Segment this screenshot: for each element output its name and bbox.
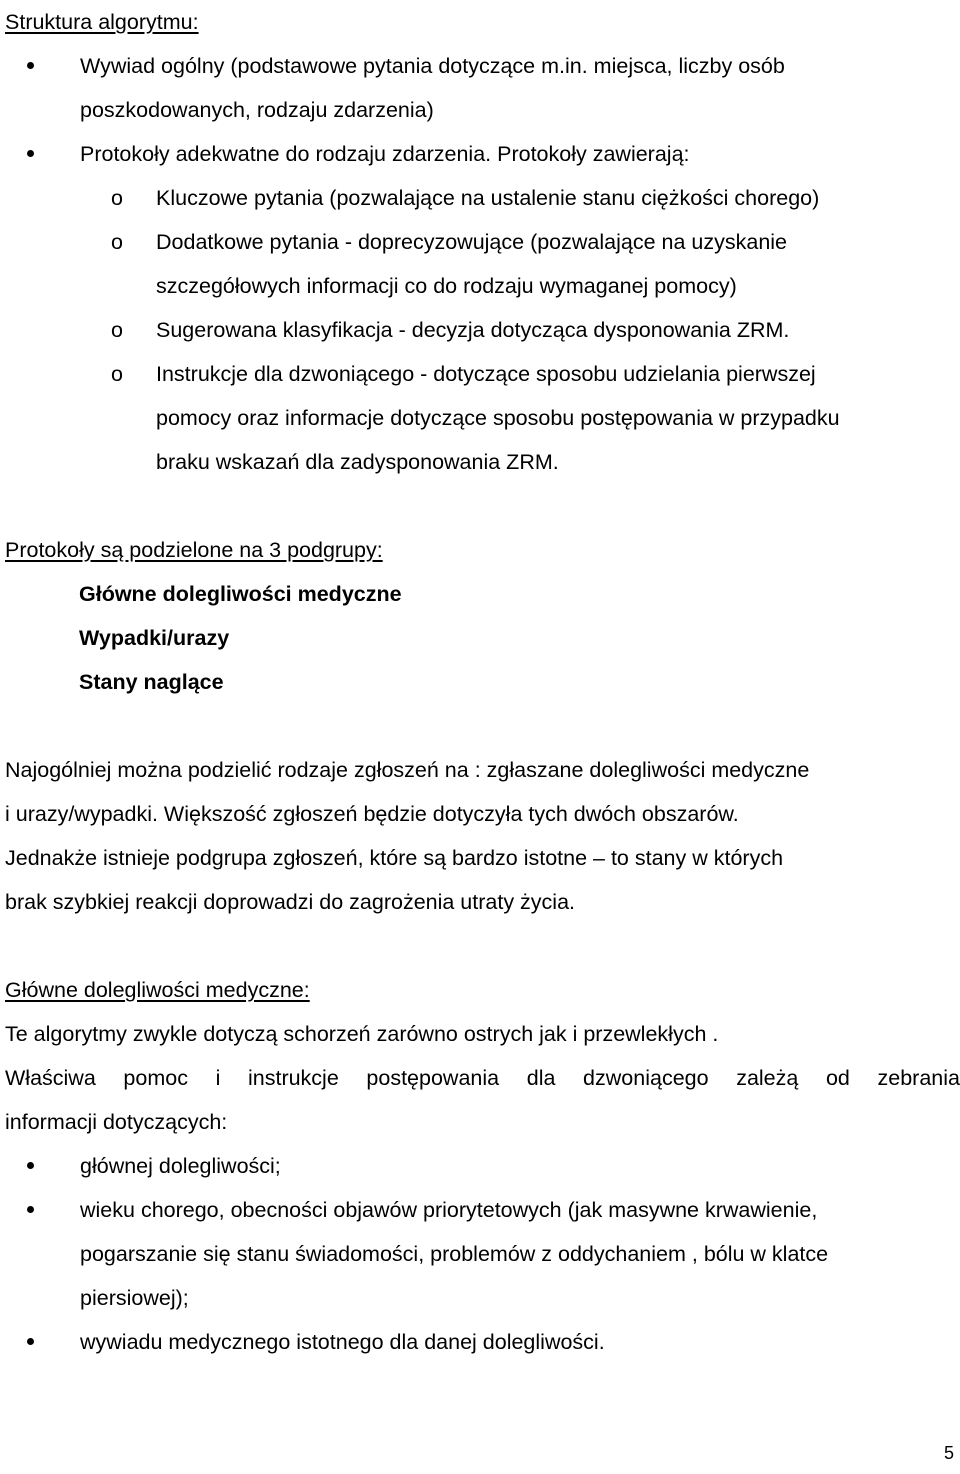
sub-list-item: o Sugerowana klasyfikacja - decyzja dotycząca dysponowania ZRM. bbox=[5, 308, 960, 352]
subgroup-label: Stany naglące bbox=[79, 670, 224, 694]
subgroup-label: Główne dolegliwości medyczne bbox=[79, 582, 402, 606]
sub-list-item: o Instrukcje dla dzwoniącego - dotyczące sposobu udzielania pierwszej bbox=[5, 352, 960, 396]
circle-bullet-icon: o bbox=[111, 318, 123, 342]
circle-bullet-icon: o bbox=[111, 362, 123, 386]
paragraph-line: Właściwa pomoc i instrukcje postępowania dla dzwoniącego zależą od zebrania bbox=[5, 1066, 960, 1090]
paragraph-line: brak szybkiej reakcji doprowadzi do zagrożenia utraty życia. bbox=[5, 890, 576, 914]
bullet-icon bbox=[27, 1206, 34, 1213]
list-item-cont: piersiowej); bbox=[80, 1286, 189, 1310]
list-item: Protokoły adekwatne do rodzaju zdarzenia. Protokoły zawierają: bbox=[5, 132, 960, 176]
bullet-icon bbox=[27, 150, 34, 157]
circle-bullet-icon: o bbox=[111, 186, 123, 210]
subgroup-label: Wypadki/urazy bbox=[79, 626, 230, 650]
sub-list-item: o Dodatkowe pytania - doprecyzowujące (pozwalające na uzyskanie bbox=[5, 220, 960, 264]
sub-list-item: o Kluczowe pytania (pozwalające na ustalenie stanu ciężkości chorego) bbox=[5, 176, 960, 220]
list-item: Wywiad ogólny (podstawowe pytania dotyczące m.in. miejsca, liczby osób bbox=[5, 44, 960, 88]
list-item-cont: pogarszanie się stanu świadomości, problemów z oddychaniem , bólu w klatce bbox=[80, 1242, 829, 1266]
paragraph-line: Jednakże istnieje podgrupa zgłoszeń, które są bardzo istotne – to stany w których bbox=[5, 846, 784, 870]
paragraph-line: Te algorytmy zwykle dotyczą schorzeń zarówno ostrych jak i przewlekłych . bbox=[5, 1022, 719, 1046]
list-item: głównej dolegliwości; bbox=[5, 1144, 960, 1188]
circle-bullet-icon: o bbox=[111, 230, 123, 254]
paragraph-line: informacji dotyczących: bbox=[5, 1110, 228, 1134]
heading-algorithm-structure: Struktura algorytmu: bbox=[5, 10, 199, 34]
bullet-icon bbox=[27, 62, 34, 69]
heading-subgroups: Protokoły są podzielone na 3 podgrupy: bbox=[5, 538, 383, 562]
list-item-cont: poszkodowanych, rodzaju zdarzenia) bbox=[80, 98, 434, 122]
paragraph-line: Najogólniej można podzielić rodzaje zgłoszeń na : zgłaszane dolegliwości medyczne bbox=[5, 758, 810, 782]
bullet-icon bbox=[27, 1162, 34, 1169]
sub-list-item-cont: braku wskazań dla zadysponowania ZRM. bbox=[156, 450, 559, 474]
list-item: wywiadu medycznego istotnego dla danej dolegliwości. bbox=[5, 1320, 960, 1364]
document-page bbox=[5, 0, 960, 1364]
sub-list-item-cont: szczegółowych informacji co do rodzaju wymaganej pomocy) bbox=[156, 274, 737, 298]
page-number: 5 bbox=[943, 1443, 954, 1463]
list-item: wieku chorego, obecności objawów priorytetowych (jak masywne krwawienie, bbox=[5, 1188, 960, 1232]
bullet-icon bbox=[27, 1338, 34, 1345]
heading-main-complaints: Główne dolegliwości medyczne: bbox=[5, 978, 310, 1002]
sub-list-item-cont: pomocy oraz informacje dotyczące sposobu postępowania w przypadku bbox=[156, 406, 840, 430]
paragraph-line: i urazy/wypadki. Większość zgłoszeń będzie dotyczyła tych dwóch obszarów. bbox=[5, 802, 739, 826]
